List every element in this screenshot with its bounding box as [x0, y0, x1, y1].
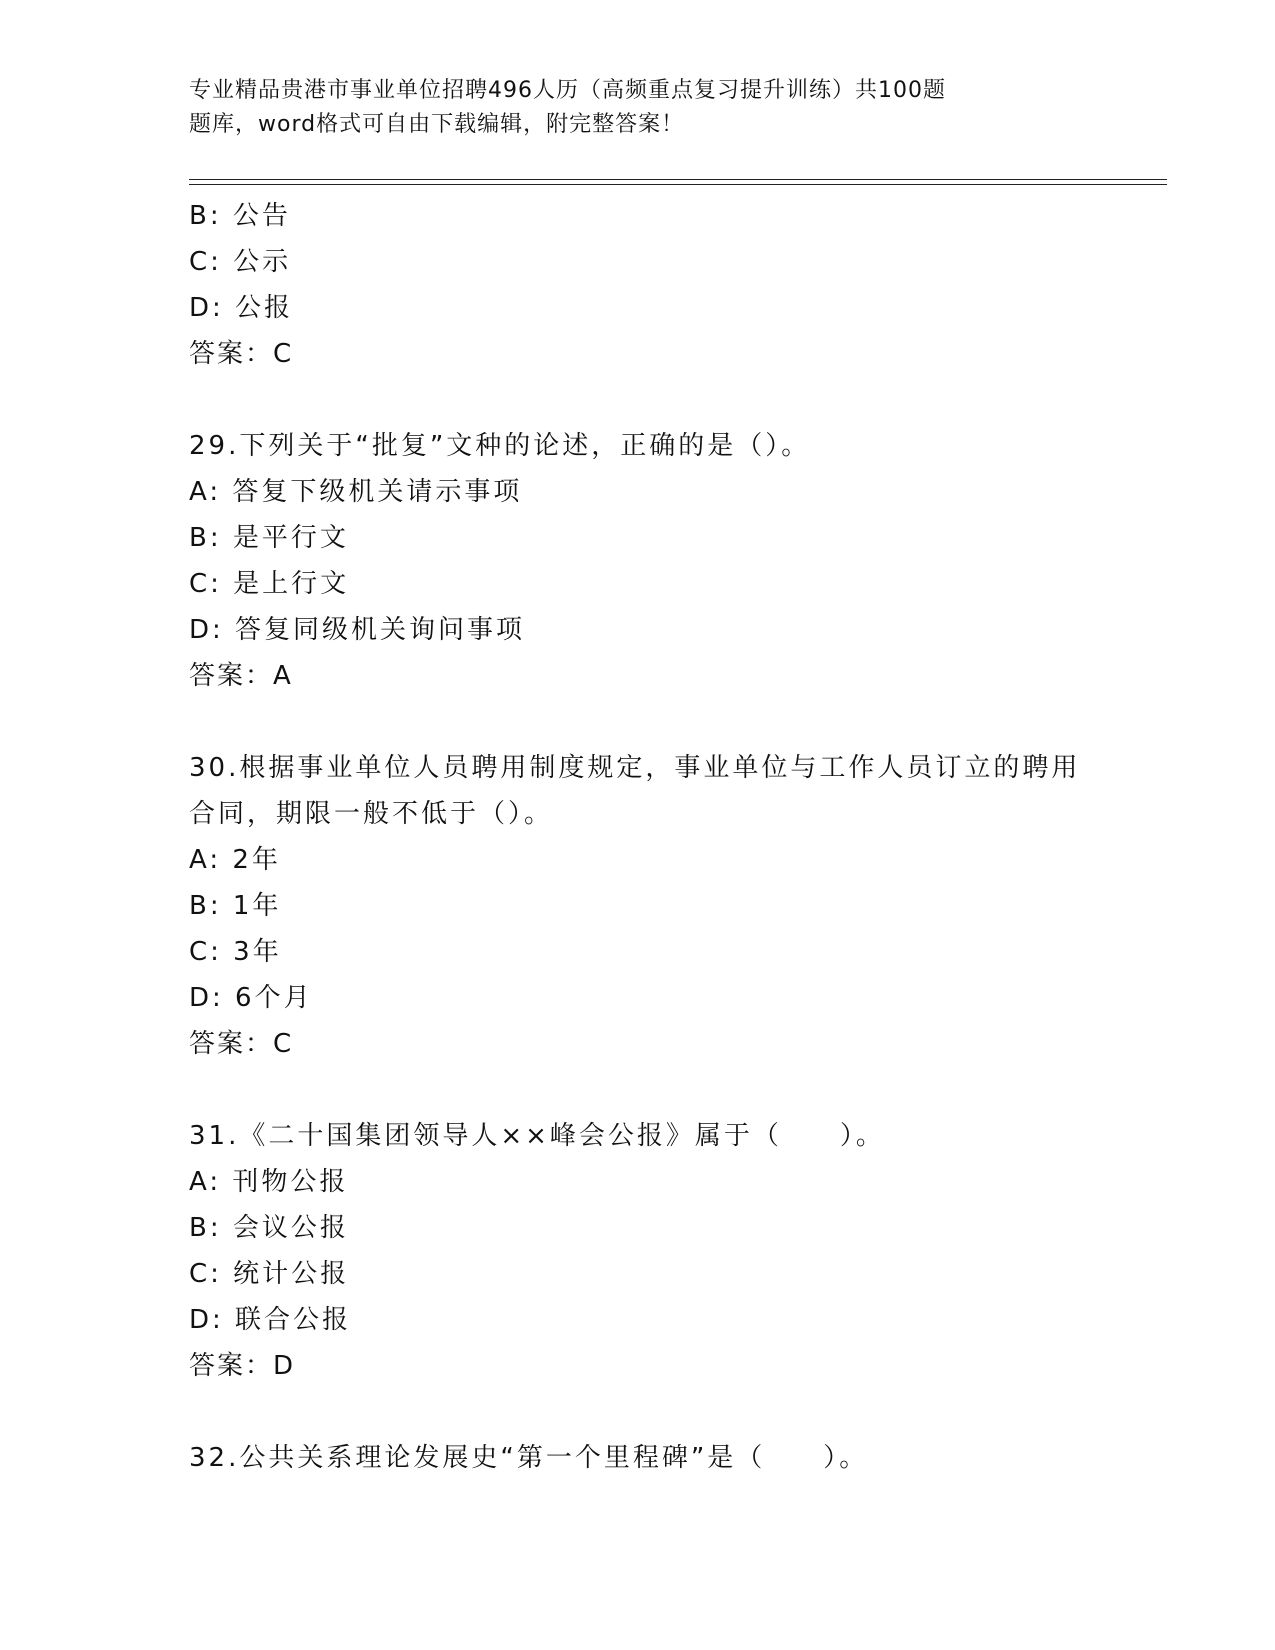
- header-title-line-1: 专业精品贵港市事业单位招聘496人历（高频重点复习提升训练）共100题: [189, 78, 946, 103]
- option-b: B: 1年: [189, 891, 282, 921]
- header-title-line-2: 题库，word格式可自由下载编辑，附完整答案！: [189, 112, 685, 137]
- question-29: [189, 423, 1109, 699]
- option-c: C: 统计公报: [189, 1259, 350, 1289]
- question-text: 29.下列关于“批复”文种的论述，正确的是（）。: [189, 431, 811, 461]
- option-b: B: 是平行文: [189, 523, 349, 553]
- option-c: C: 3年: [189, 937, 282, 967]
- option-c: C: 公示: [189, 247, 292, 277]
- option-a: A: 刊物公报: [189, 1167, 349, 1197]
- answer: 答案：C: [189, 1029, 294, 1059]
- option-d: D: 联合公报: [189, 1305, 352, 1335]
- question-32: [189, 1435, 1109, 1481]
- option-a: A: 答复下级机关请示事项: [189, 477, 523, 507]
- question-text: 31.《二十国集团领导人××峰会公报》属于（ ）。: [189, 1121, 885, 1151]
- question-text: 32.公共关系理论发展史“第一个里程碑”是（ ）。: [189, 1443, 869, 1473]
- question-text-line-2: 合同，期限一般不低于（）。: [189, 799, 554, 829]
- option-d: D: 6个月: [189, 983, 313, 1013]
- header-divider: [189, 179, 1167, 185]
- question-30: [189, 745, 1109, 1067]
- option-a: A: 2年: [189, 845, 281, 875]
- answer: 答案：A: [189, 661, 293, 691]
- option-c: C: 是上行文: [189, 569, 350, 599]
- option-b: B: 会议公报: [189, 1213, 349, 1243]
- document-header: [189, 74, 1049, 142]
- answer: 答案：D: [189, 1351, 296, 1381]
- question-list: [189, 193, 1109, 1481]
- question-text-line-1: 30.根据事业单位人员聘用制度规定，事业单位与工作人员订立的聘用: [189, 753, 1081, 783]
- option-d: D: 答复同级机关询问事项: [189, 615, 526, 645]
- question-31: [189, 1113, 1109, 1389]
- answer: 答案：C: [189, 339, 294, 369]
- question-28: [189, 193, 1109, 377]
- option-b: B: 公告: [189, 201, 291, 231]
- option-d: D: 公报: [189, 293, 294, 323]
